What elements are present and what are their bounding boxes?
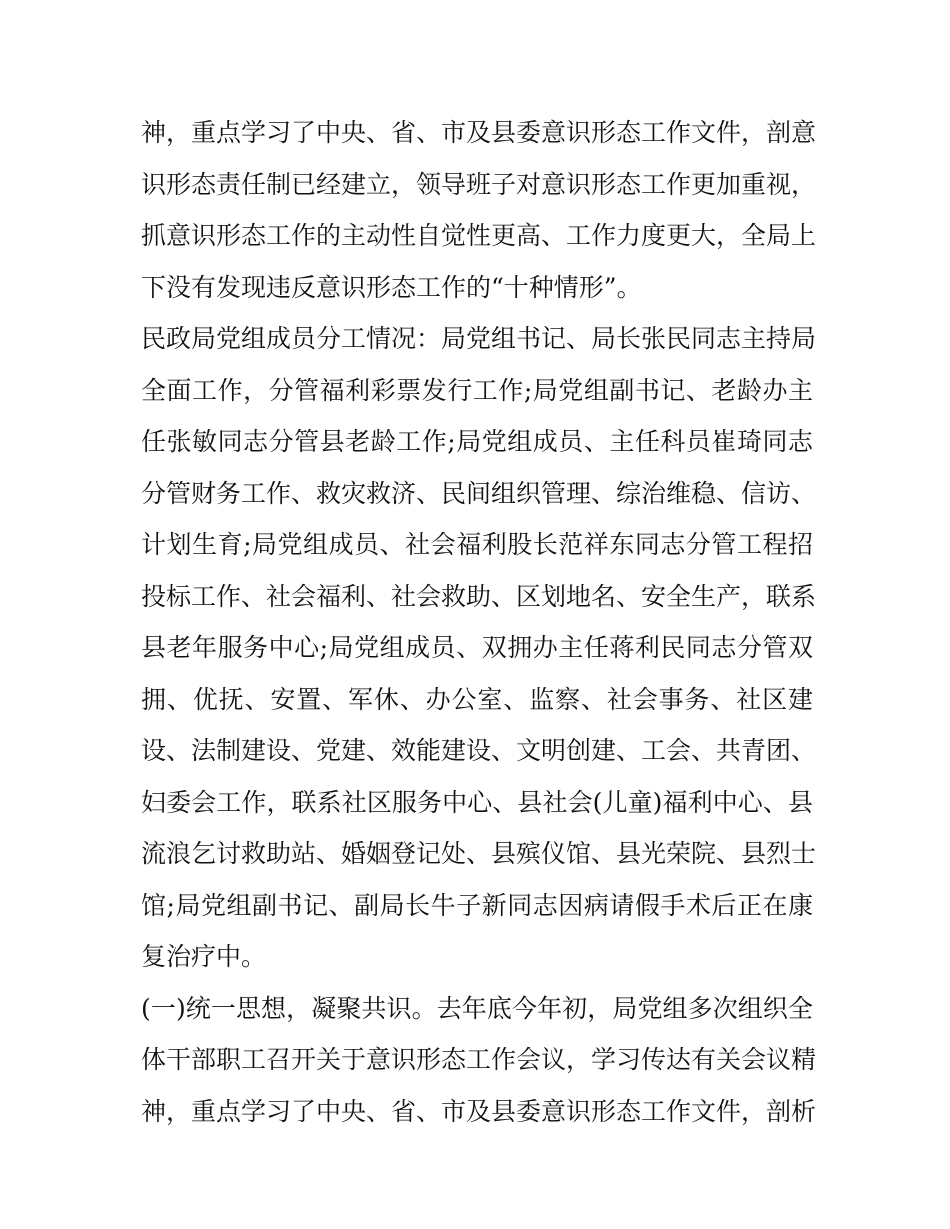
paragraph-1 xyxy=(141,107,817,313)
text-line: 复治疗中。 xyxy=(141,942,267,971)
paragraph-2 xyxy=(141,313,817,983)
text-line: 抓意识形态工作的主动性自觉性更高、工作力度更大，全局上 xyxy=(141,221,817,250)
text-line: 全面工作，分管福利彩票发行工作;局党组副书记、老龄办主 xyxy=(141,375,813,405)
paragraph-3 xyxy=(141,983,817,1138)
text-line: 流浪乞讨救助站、婚姻登记处、县殡仪馆、县光荣院、县烈士 xyxy=(141,839,817,868)
text-line: 下没有发现违反意识形态工作的“十种情形”。 xyxy=(141,272,642,302)
text-line: 拥、优抚、安置、军休、办公室、监察、社会事务、社区建 xyxy=(141,684,813,714)
document-body xyxy=(141,107,817,1137)
text-line: 分管财务工作、救灾救济、民间组织管理、综治维稳、信访、 xyxy=(141,478,817,508)
text-line: (一)统一思想，凝聚共识。去年底今年初，局党组多次组织全 xyxy=(141,993,813,1023)
text-line: 投标工作、社会福利、社会救助、区划地名、安全生产，联系 xyxy=(141,581,817,611)
text-line: 民政局党组成员分工情况：局党组书记、局长张民同志主持局 xyxy=(141,324,817,353)
text-line: 县老年服务中心;局党组成员、双拥办主任蒋利民同志分管双 xyxy=(141,633,813,662)
text-line: 体干部职工召开关于意识形态工作会议，学习传达有关会议精 xyxy=(141,1045,817,1074)
text-line: 妇委会工作，联系社区服务中心、县社会(儿童)福利中心、县 xyxy=(141,787,813,817)
text-line: 任张敏同志分管县老龄工作;局党组成员、主任科员崔琦同志 xyxy=(141,427,813,456)
text-line: 神，重点学习了中央、省、市及县委意识形态工作文件，剖意 xyxy=(141,118,817,147)
text-line: 馆;局党组副书记、副局长牛子新同志因病请假手术后正在康 xyxy=(141,890,813,920)
text-line: 神，重点学习了中央、省、市及县委意识形态工作文件，剖析 xyxy=(141,1096,817,1126)
text-line: 设、法制建设、党建、效能建设、文明创建、工会、共青团、 xyxy=(141,736,817,765)
text-line: 计划生育;局党组成员、社会福利股长范祥东同志分管工程招 xyxy=(141,530,813,559)
text-line: 识形态责任制已经建立，领导班子对意识形态工作更加重视， xyxy=(141,169,817,199)
